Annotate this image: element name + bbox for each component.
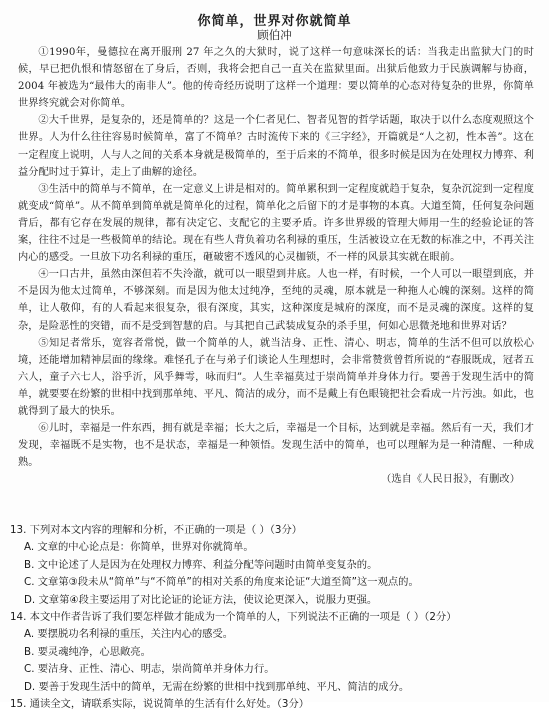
option-d: D. 要善于发现生活中的简单，无需在纷繁的世相中找到那单纯、平凡、简洁的成分。 [24,680,410,693]
article-author: 顾伯冲 [257,28,292,42]
paragraph-2: ②大千世界，是复杂的，还是简单的？这是一个仁者见仁、智者见智的哲学话题，取决于以什么态度观照这个世界。人为什么往往容易时候简单，富了不简单？古时流传下来的《三字经》，开篇就是“人之初，性本善”。这在一定程度上说明，人与人之间的关系本身就是极简单的，至于后来的不简单，很多时候是因为在处理权力博弈、利益分配时过于算计，走上了曲解的途径。 [18,115,534,178]
paragraph-3: ③生活中的简单与不简单，在一定意义上讲是相对的。简单累积到一定程度就趋于复杂，复杂沉淀到一定程度就变成“简单”。从不简单到简单就是简单化的过程，简单化之后留下的才是事物的本真。大道至简，任何复杂问题背后，都有它存在发展的规律，都有决定它、支配它的主要矛盾。许多世界级的管理大师用一生的经验论证的答案，往往不过是一些极简单的结论。现在有些人背负着功名利禄的重压，生活被设立在无数的标准之中，不再关注内心的感受。一旦放下功名利禄的重压，砸破密不透风的心灵枷锁，不一样的风景其实就在眼前。 [18,183,534,264]
article-title: 你简单，世界对你就简单 [197,14,352,29]
option-d: D. 文章第④段主要运用了对比论证的论证方法，使议论更深入，说服力更强。 [24,593,378,606]
option-c: C. 文章第③段未从“简单”与“不简单”的相对关系的角度来论证“大道至简”这一观点的。 [24,576,419,589]
option-a: A. 文章的中心论点是：你简单，世界对你就简单。 [24,541,254,554]
option-a: A. 要摆脱功名利禄的重压，关注内心的感受。 [24,628,234,641]
article-body [18,44,534,488]
question-section [10,522,534,713]
paragraph-1: ①1990年，曼德拉在离开服刑 27 年之久的大狱时，说了这样一句意味深长的话：当我走出监狱大门的时候，早已把仇恨和情怒留在了身后，否则，我将会把自己一直关在监狱里面。出狱后他致力于民族调解与协商，2004 年被选为“最伟大的南非人”。他的传奇经历说明了这样一个道理：要以简单的心态对待复杂的世界，你简单世界终究就会对你简单。 [18,47,534,110]
article-source: （选自《人民日报》，有删改） [381,474,520,486]
paragraph-4: ④一口古井，虽然由深但若不失泠澈，就可以一眼望到井底。人也一样，有时候，一个人可以一眼望到底，并不是因为他太过简单，不够深刻。而是因为他太过纯净，至纯的灵魂，原本就是一种拖人心魄的深刻。这样的简单，让人敬仰，有的人看起来很复杂，很有深度，其实，这种深度是城府的深度，而不是灵魂的深度。这样的复杂，是险恶性的突错，而不是受到智慧的启。与其把自己武装成复杂的杀手里，何如心思微尧地和世界对话？ [18,269,534,332]
question-15 [10,696,534,713]
question-stem: 14. 本文中作者告诉了我们要怎样做才能成为一个简单的人，下列说法不正确的一项是（ ）（2分） [10,611,457,624]
question-14 [10,609,534,696]
option-c: C. 要洁身、正性、清心、明志，崇尚简单并身体力行。 [24,663,275,676]
question-13 [10,522,534,609]
question-stem: 15. 通读全文，请联系实际，说说简单的生活有什么好处。（3分） [10,698,310,711]
option-b: B. 文中论述了人是因为在处理权力博弈、利益分配等问题时由简单变复杂的。 [24,558,378,571]
paragraph-5: ⑤知足者常乐，宽容者常悦，做一个简单的人，就当洁身、正性、清心、明志，简单的生活不但可以放松心境，还能增加精神层面的缘缘。难怪孔子在与弟子们谈论人生理想时，会非常赞赏曾哲所说的“春服既成，冠者五六人，童子六七人，浴乎沂，风乎舞雩，咏而归”。人生幸福莫过于崇尚简单并身体力行。要善于发现生活中的简单，就要要在纷繁的世相中找到那单纯、平凡、简洁的成分，而不是戴上有色眼镜把社会看成一片污浊。如此，也就得到了最大的快乐。 [18,337,534,417]
paragraph-6: ⑥儿时，幸福是一件东西，拥有就是幸福；长大之后，幸福是一个目标，达到就是幸福。然后有一天，我们才发现，幸福既不是实物，也不是状态，幸福是一种领悟。发现生活中的简单，也可以理解为是一种清醒、一种成熟。 [18,423,534,469]
question-stem: 13. 下列对本文内容的理解和分析，不正确的一项是（ ）（3分） [10,524,303,536]
option-b: B. 要灵魂纯净，心思敞亮。 [24,645,151,658]
